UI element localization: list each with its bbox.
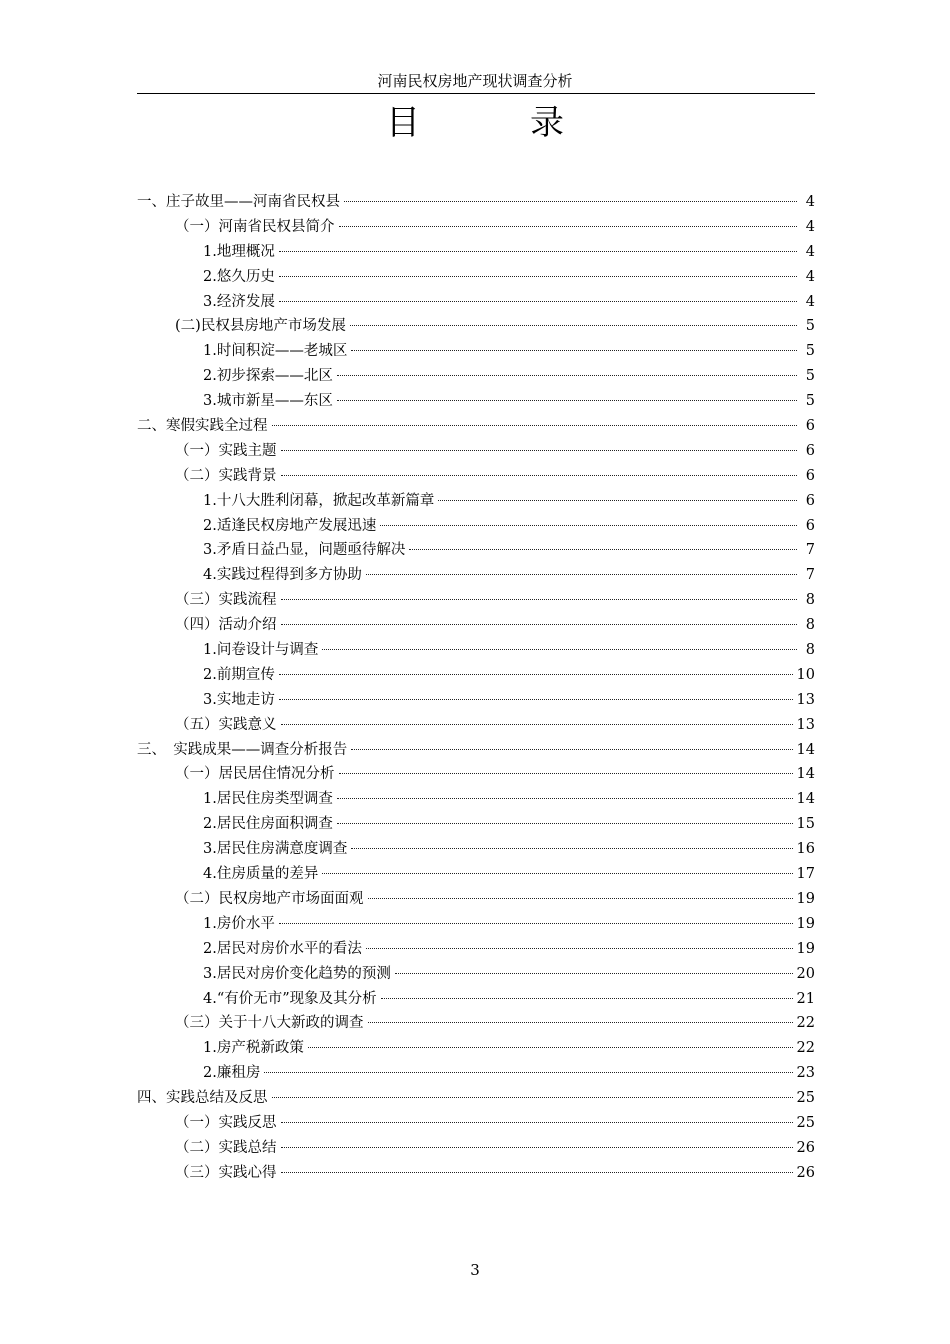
toc-entry-label: 2.廉租房 — [203, 1065, 261, 1082]
toc-entry-page: 21 — [796, 990, 815, 1007]
toc-entry-page: 26 — [796, 1139, 815, 1156]
toc-entry[interactable] — [137, 1136, 815, 1161]
toc-entry-label: （二）实践背景 — [175, 467, 277, 484]
toc-dot-leader — [409, 549, 797, 550]
toc-entry-page: 13 — [796, 716, 815, 733]
toc-entry[interactable] — [137, 812, 815, 837]
toc-entry-label: 2.初步探索——北区 — [203, 368, 333, 385]
toc-entry-label: 3.居民住房满意度调查 — [203, 841, 348, 858]
toc-dot-leader — [279, 923, 793, 924]
toc-entry[interactable] — [137, 1111, 815, 1136]
toc-entry-label: 3.居民对房价变化趋势的预测 — [203, 965, 391, 982]
toc-entry-label: （二）民权房地产市场面面观 — [175, 890, 364, 907]
toc-entry-page: 6 — [805, 492, 815, 509]
toc-entry-page: 5 — [805, 368, 815, 385]
toc-dot-leader — [381, 998, 793, 999]
page-title: 目 录 — [386, 103, 602, 143]
toc-entry-page: 26 — [796, 1164, 815, 1181]
toc-entry[interactable] — [137, 489, 815, 514]
toc-entry-label: 二、寒假实践全过程 — [137, 418, 268, 435]
toc-entry-label: （三）实践流程 — [175, 592, 277, 609]
toc-dot-leader — [366, 574, 797, 575]
toc-entry-label: （一）实践主题 — [175, 442, 277, 459]
toc-entry-label: 1.居民住房类型调查 — [203, 791, 333, 808]
toc-entry-page: 8 — [805, 642, 815, 659]
toc-entry-page: 4 — [805, 268, 815, 285]
toc-dot-leader — [337, 400, 797, 401]
toc-dot-leader — [281, 475, 798, 476]
toc-entry-label: 1.房产税新政策 — [203, 1040, 304, 1057]
toc-entry-label: (二)民权县房地产市场发展 — [175, 318, 346, 335]
toc-entry-label: 1.十八大胜利闭幕，掀起改革新篇章 — [203, 492, 435, 509]
toc-entry-page: 14 — [796, 741, 815, 758]
toc-dot-leader — [272, 1097, 793, 1098]
toc-entry-page: 25 — [796, 1090, 815, 1107]
header-rule — [137, 93, 815, 94]
toc-entry-label: 3.经济发展 — [203, 293, 275, 310]
toc-entry-label: （一）实践反思 — [175, 1114, 277, 1131]
toc-dot-leader — [281, 450, 798, 451]
toc-entry[interactable] — [137, 240, 815, 265]
toc-entry[interactable] — [137, 912, 815, 937]
toc-entry-page: 17 — [796, 866, 815, 883]
toc-entry-label: （一）河南省民权县简介 — [175, 218, 335, 235]
toc-entry-page: 15 — [796, 816, 815, 833]
toc-dot-leader — [339, 773, 793, 774]
toc-entry-page: 23 — [796, 1065, 815, 1082]
toc-entry-label: 4.住房质量的差异 — [203, 866, 319, 883]
toc-entry-label: 2.前期宣传 — [203, 666, 275, 683]
toc-dot-leader — [351, 350, 797, 351]
toc-dot-leader — [351, 848, 792, 849]
toc-entry-label: 3.实地走访 — [203, 691, 275, 708]
toc-entry-page: 6 — [805, 467, 815, 484]
toc-entry-page: 25 — [796, 1114, 815, 1131]
toc-entry[interactable] — [137, 1061, 815, 1086]
toc-entry-label: 一、庄子故里——河南省民权县 — [137, 194, 340, 210]
toc-entry-page: 8 — [805, 592, 815, 609]
toc-entry-label: 四、实践总结及反思 — [137, 1090, 268, 1107]
toc-entry[interactable] — [137, 987, 815, 1012]
toc-entry-page: 4 — [805, 293, 815, 310]
toc-entry[interactable] — [137, 937, 815, 962]
toc-entry[interactable] — [137, 1036, 815, 1061]
toc-entry-page: 7 — [805, 542, 815, 559]
toc-entry-page: 5 — [805, 318, 815, 335]
toc-entry[interactable] — [137, 1161, 815, 1186]
toc-entry[interactable] — [137, 787, 815, 812]
toc-entry-label: 1.问卷设计与调查 — [203, 642, 319, 659]
toc-dot-leader — [281, 1122, 793, 1123]
toc-entry[interactable] — [137, 538, 815, 563]
toc-entry-page: 6 — [805, 517, 815, 534]
toc-entry-page: 13 — [796, 691, 815, 708]
toc-entry[interactable] — [137, 1086, 815, 1111]
toc-entry-label: （二）实践总结 — [175, 1139, 277, 1156]
toc-entry[interactable] — [137, 314, 815, 339]
toc-entry[interactable] — [137, 688, 815, 713]
toc-entry[interactable] — [137, 862, 815, 887]
toc-entry-page: 19 — [796, 940, 815, 957]
toc-dot-leader — [337, 823, 793, 824]
toc-dot-leader — [368, 1022, 793, 1023]
toc-entry-page: 4 — [805, 243, 815, 260]
toc-entry[interactable] — [137, 265, 815, 290]
toc-entry[interactable] — [137, 290, 815, 315]
toc-dot-leader — [366, 948, 793, 949]
toc-dot-leader — [351, 749, 792, 750]
toc-entry[interactable] — [137, 663, 815, 688]
toc-dot-leader — [279, 251, 797, 252]
toc-entry[interactable] — [137, 389, 815, 414]
toc-dot-leader — [337, 375, 797, 376]
toc-dot-leader — [344, 201, 797, 202]
toc-entry-page: 8 — [805, 617, 815, 634]
toc-dot-leader — [308, 1047, 793, 1048]
toc-entry-label: 1.时间积淀——老城区 — [203, 343, 348, 360]
toc-entry-page: 4 — [805, 194, 815, 210]
toc-entry[interactable] — [137, 887, 815, 912]
toc-dot-leader — [322, 649, 797, 650]
toc-dot-leader — [264, 1072, 792, 1073]
toc-entry-page: 5 — [805, 343, 815, 360]
toc-entry[interactable] — [137, 563, 815, 588]
toc-dot-leader — [339, 226, 798, 227]
toc-entry-page: 19 — [796, 915, 815, 932]
toc-entry[interactable] — [137, 364, 815, 389]
toc-entry-page: 20 — [796, 965, 815, 982]
toc-entry-label: 3.矛盾日益凸显，问题亟待解决 — [203, 542, 406, 559]
toc-dot-leader — [395, 973, 793, 974]
toc-entry[interactable] — [137, 514, 815, 539]
toc-entry[interactable] — [137, 464, 815, 489]
toc-entry[interactable] — [137, 837, 815, 862]
toc-entry-label: 1.地理概况 — [203, 243, 275, 260]
page-number: 3 — [470, 1261, 480, 1279]
toc-entry-page: 6 — [805, 418, 815, 435]
toc-dot-leader — [322, 873, 792, 874]
toc-entry-page: 16 — [796, 841, 815, 858]
toc-dot-leader — [281, 1172, 793, 1173]
toc-dot-leader — [281, 1147, 793, 1148]
table-of-contents — [137, 190, 815, 1186]
toc-dot-leader — [279, 301, 797, 302]
toc-dot-leader — [350, 325, 797, 326]
toc-entry-label: （五）实践意义 — [175, 716, 277, 733]
running-header: 河南民权房地产现状调查分析 — [377, 72, 573, 90]
toc-entry[interactable] — [137, 1011, 815, 1036]
toc-entry-label: 4.实践过程得到多方协助 — [203, 567, 362, 584]
toc-entry-page: 22 — [796, 1040, 815, 1057]
toc-dot-leader — [272, 425, 798, 426]
toc-entry-page: 6 — [805, 442, 815, 459]
toc-dot-leader — [438, 500, 797, 501]
toc-dot-leader — [380, 525, 797, 526]
toc-entry[interactable] — [137, 613, 815, 638]
toc-entry[interactable] — [137, 962, 815, 987]
toc-entry-label: 2.居民住房面积调查 — [203, 816, 333, 833]
toc-entry-page: 5 — [805, 393, 815, 410]
toc-dot-leader — [279, 276, 797, 277]
toc-entry[interactable] — [137, 339, 815, 364]
toc-dot-leader — [281, 724, 793, 725]
toc-entry[interactable] — [137, 215, 815, 240]
toc-entry[interactable] — [137, 713, 815, 738]
toc-entry-label: 4.“有价无市”现象及其分析 — [203, 990, 377, 1007]
toc-entry[interactable] — [137, 762, 815, 787]
toc-entry[interactable] — [137, 588, 815, 613]
toc-entry-page: 14 — [796, 766, 815, 783]
toc-dot-leader — [337, 798, 793, 799]
toc-entry-label: （四）活动介绍 — [175, 617, 277, 634]
toc-entry-label: （一）居民居住情况分析 — [175, 766, 335, 783]
toc-entry-label: 2.居民对房价水平的看法 — [203, 940, 362, 957]
toc-entry-page: 22 — [796, 1015, 815, 1032]
toc-entry-label: 2.悠久历史 — [203, 268, 275, 285]
toc-entry[interactable] — [137, 638, 815, 663]
toc-dot-leader — [281, 624, 798, 625]
toc-entry-label: 1.房价水平 — [203, 915, 275, 932]
toc-entry-page: 19 — [796, 890, 815, 907]
toc-entry[interactable] — [137, 738, 815, 763]
toc-entry-label: 三、 实践成果——调查分析报告 — [137, 741, 348, 758]
toc-entry-label: 2.适逢民权房地产发展迅速 — [203, 517, 377, 534]
toc-entry-label: （三）实践心得 — [175, 1164, 277, 1181]
toc-entry-page: 10 — [796, 666, 815, 683]
toc-entry-page: 7 — [805, 567, 815, 584]
toc-dot-leader — [368, 898, 793, 899]
toc-dot-leader — [279, 674, 793, 675]
toc-dot-leader — [281, 599, 798, 600]
toc-entry-label: （三）关于十八大新政的调查 — [175, 1015, 364, 1032]
toc-entry[interactable] — [137, 190, 815, 215]
toc-entry[interactable] — [137, 439, 815, 464]
toc-entry-label: 3.城市新星——东区 — [203, 393, 333, 410]
toc-dot-leader — [279, 699, 793, 700]
toc-entry-page: 14 — [796, 791, 815, 808]
toc-entry-page: 4 — [805, 218, 815, 235]
toc-entry[interactable] — [137, 414, 815, 439]
